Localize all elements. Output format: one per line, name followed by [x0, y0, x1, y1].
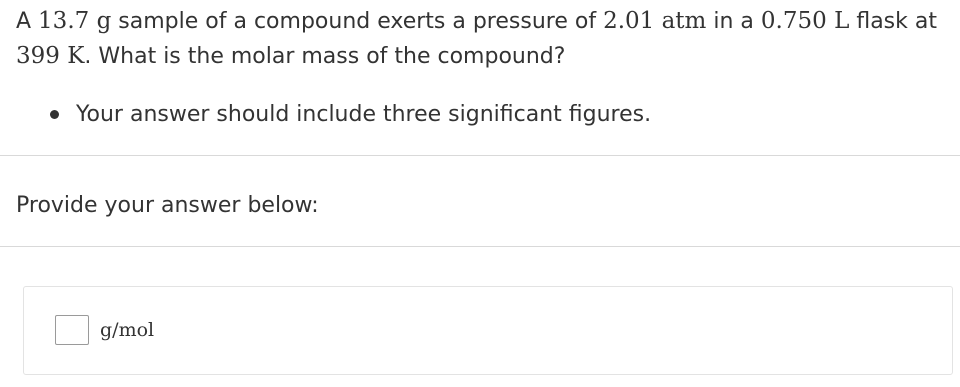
bullet-icon — [50, 110, 59, 119]
mass-value: 13.7 — [38, 8, 90, 34]
temperature-unit: K — [67, 43, 85, 69]
volume-value: 0.750 — [760, 8, 827, 34]
question-text-part: A — [16, 9, 39, 34]
instruction-item — [50, 97, 651, 132]
pressure-value: 2.01 — [603, 8, 655, 34]
section-divider — [0, 246, 960, 247]
answer-input[interactable] — [55, 315, 89, 345]
temperature-value: 399 — [16, 43, 60, 69]
answer-panel — [23, 286, 953, 375]
instruction-text: Your answer should include three significant figures. — [76, 102, 652, 127]
volume-unit: L — [834, 8, 850, 34]
answer-prompt: Provide your answer below: — [16, 193, 319, 218]
pressure-unit: atm — [661, 8, 707, 34]
section-divider — [0, 155, 960, 156]
question-text-part: . What is the molar mass of the compound? — [84, 44, 566, 69]
question-text-part: in a — [706, 9, 761, 34]
answer-unit: g/mol — [100, 319, 155, 341]
mass-unit: g — [96, 8, 112, 34]
question-text-part: sample of a compound exerts a pressure of — [111, 9, 604, 34]
question-text — [16, 4, 956, 74]
question-text-part: flask at — [849, 9, 937, 34]
